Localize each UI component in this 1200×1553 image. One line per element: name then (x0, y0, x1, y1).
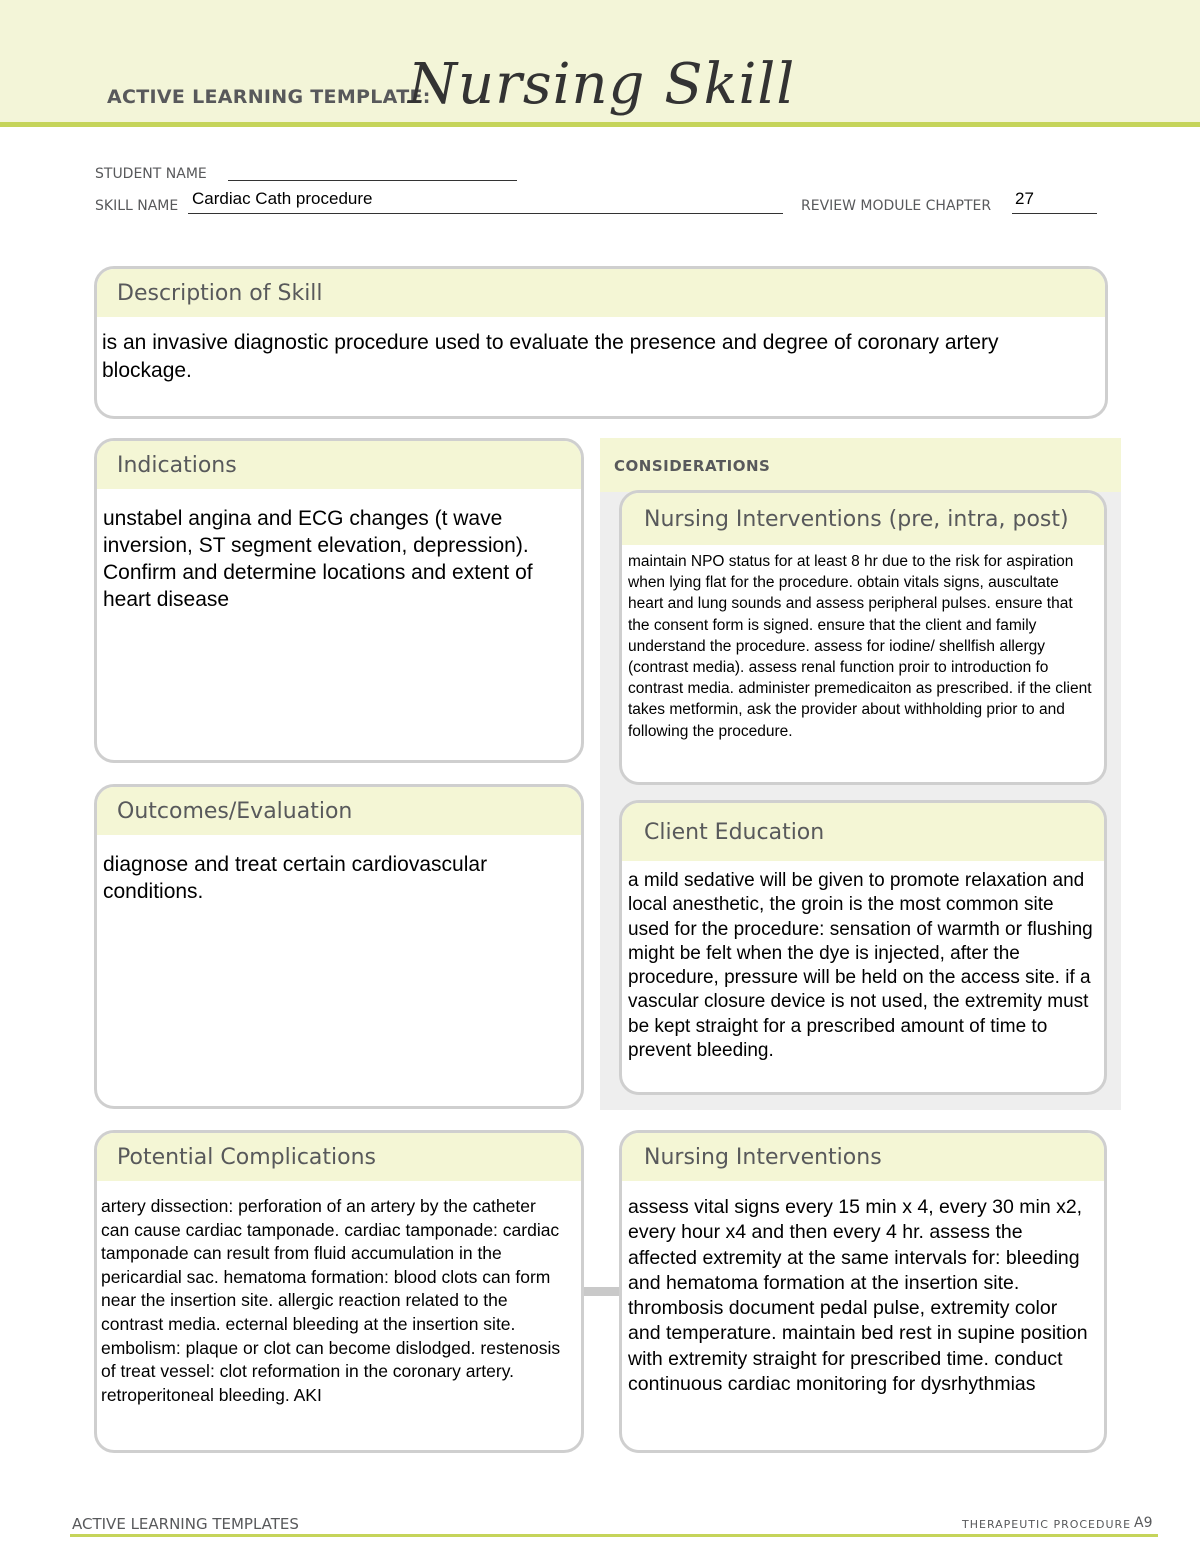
skill-name-value: Cardiac Cath procedure (192, 189, 373, 208)
box-connector (584, 1287, 620, 1296)
nursing-interventions-box (619, 1130, 1107, 1453)
template-label: ACTIVE LEARNING TEMPLATE: (107, 86, 431, 108)
student-name-label: STUDENT NAME (95, 166, 207, 182)
nursing-pre-box (619, 490, 1107, 785)
outcomes-heading: Outcomes/Evaluation (97, 787, 581, 835)
skill-name-label: SKILL NAME (95, 198, 179, 214)
page-title: Nursing Skill (408, 52, 796, 117)
nursing-pre-text[interactable]: maintain NPO status for at least 8 hr due to the risk for aspiration when lying flat for the procedure. obtain vitals signs, auscultate heart and lung sounds and assess peripheral pulses. ensure that the consent form is signed. ensure that the client and family understand the procedure. assess for iodine/ shellfish allergy (contrast media). assess renal function proir to introduction fo contrast media. administer premedicaiton as prescribed. if the client takes metformin, ask the provider about withholding prior to and following the procedure. (628, 553, 1092, 740)
description-heading: Description of Skill (97, 269, 1105, 317)
considerations-label: CONSIDERATIONS (614, 457, 771, 475)
complications-text[interactable]: artery dissection: perforation of an artery by the catheter can cause cardiac tamponade. cardiac tamponade: cardiac tamponade can result from fluid accumulation in the pericardial sac. hematoma formation: blood clots can form near the insertion site. allergic reaction related to the contrast media. ecternal bleeding at the insertion site. embolism: plaque or clot can become dislodged. restenosis of treat vessel: clot reformation in the coronary artery. retroperitoneal bleeding. AKI (101, 1196, 561, 1405)
client-education-box (619, 800, 1107, 1095)
skill-name-field[interactable] (188, 189, 783, 214)
review-module-value: 27 (1015, 189, 1034, 208)
description-text[interactable]: is an invasive diagnostic procedure used to evaluate the presence and degree of coronary artery blockage. (102, 331, 999, 382)
footer-rule (70, 1534, 1158, 1537)
footer-page-number: A9 (1134, 1515, 1153, 1531)
outcomes-text[interactable]: diagnose and treat certain cardiovascular conditions. (103, 853, 488, 903)
client-education-heading: Client Education (622, 803, 1104, 861)
nursing-interventions-text[interactable]: assess vital signs every 15 min x 4, every 30 min x2, every hour x4 and then every 4 hr. assess the affected extremity at the same intervals for: bleeding and hematoma formation at the insertion site. thrombosis document pedal pulse, extremity color and temperature. maintain bed rest in supine position with extremity straight for prescribed time. conduct continuous cardiac monitoring for dysrhythmias (628, 1196, 1088, 1396)
footer-right: THERAPEUTIC PROCEDURE (962, 1518, 1132, 1531)
student-name-field[interactable] (228, 166, 517, 181)
header-rule (0, 122, 1200, 127)
review-module-label: REVIEW MODULE CHAPTER (801, 198, 992, 214)
indications-box (94, 438, 584, 763)
client-education-text[interactable]: a mild sedative will be given to promote relaxation and local anesthetic, the groin is the most common site used for the procedure: sensation of warmth or flushing might be felt when the dye is injected, after the procedure, pressure will be held on the access site. if a vascular closure device is not used, the extremity must be kept straight for a prescribed amount of time to prevent bleeding. (628, 870, 1093, 1062)
outcomes-box (94, 784, 584, 1109)
indications-text[interactable]: unstabel angina and ECG changes (t wave inversion, ST segment elevation, depression). Confirm and determine locations and extent of heart disease (103, 507, 533, 611)
review-module-field[interactable] (1012, 189, 1097, 214)
description-box (94, 266, 1108, 419)
complications-box (94, 1130, 584, 1453)
nursing-interventions-heading: Nursing Interventions (622, 1133, 1104, 1181)
nursing-pre-heading: Nursing Interventions (pre, intra, post) (622, 493, 1104, 545)
complications-heading: Potential Complications (97, 1133, 581, 1181)
footer-left: ACTIVE LEARNING TEMPLATES (72, 1515, 299, 1533)
indications-heading: Indications (97, 441, 581, 489)
